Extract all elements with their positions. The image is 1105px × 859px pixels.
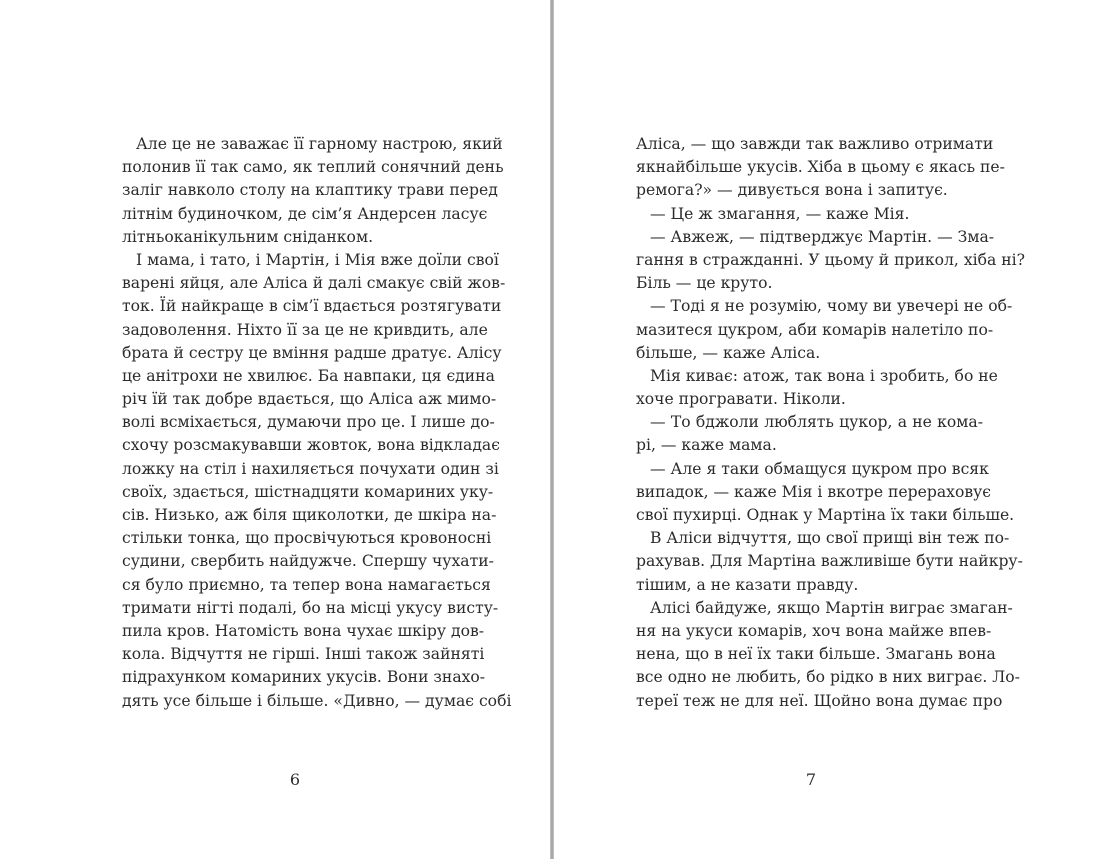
text-line: хоче програвати. Ніколи. [636,390,846,409]
text-line: заліг навколо столу на клаптику трави перед [122,181,498,200]
text-line: І мама, і тато, і Мартін, і Мія вже доїли свої [136,250,499,269]
text-line: ся було приємно, та тепер вона намагається [122,575,491,594]
text-line: Але це не заважає її гарному настрою, який [136,135,503,153]
text-line: судини, свербить найдужче. Спершу чухати- [122,552,494,571]
text-line: — Тоді я не розумію, чому ви увечері не об- [650,297,1013,316]
text-line: ремога?» — дивується вона і запитує. [636,181,948,200]
text-line: Біль — це круто. [636,274,773,293]
text-line: задоволення. Ніхто її за це не кривдить, але [122,320,488,339]
text-line: це анітрохи не хвилює. Ба навпаки, ця єдина [122,366,495,385]
left-page [0,0,550,859]
text-line: літньоканікульним сніданком. [122,227,374,246]
right-page [554,0,1105,859]
right-page-number: 7 [805,770,817,789]
text-line: літнім будиночком, де сім’я Андерсен ласує [122,204,488,223]
text-line: тримати нігті подалі, бо на місці укусу висту- [122,598,499,617]
text-line: сів. Низько, аж біля щиколотки, де шкіра на- [122,506,497,524]
text-line: рахував. Для Мартіна важливіше бути найкру- [636,552,1023,571]
text-line: більше, — каже Аліса. [636,343,821,362]
text-line: — То бджоли люблять цукор, а не комa- [650,413,983,432]
text-line: річ їй так добре вдається, що Аліса аж мимо- [122,390,497,409]
text-line: Мія киває: атож, так вона і зробить, бо не [650,366,998,385]
text-line: — Авжеж, — підтверджує Мартін. — Зма- [650,227,995,246]
text-line: — Це ж змагання, — каже Мія. [650,204,910,223]
text-line: — Але я таки обмащуся цукром про всяк [650,459,989,478]
text-line: все одно не любить, бо рідко в них виграє. Ло- [636,668,1020,687]
right-page-text [636,133,1025,713]
text-line: В Аліси відчуття, що свої прищі він теж по- [650,529,1010,548]
text-line: варені яйця, але Аліса й далі смакує свій жов- [122,274,506,293]
text-line: Аліса, — що завжди так важливо отримати [636,135,994,153]
text-line: дять усе більше і більше. «Дивно, — думає собі [122,691,512,710]
text-line: свої пухирці. Однак у Мартіна їх таки більше. [636,506,1015,524]
text-line: рі, — каже мама. [636,436,777,455]
text-line: схочу розсмакувавши жовток, вона відкладає [122,436,500,455]
text-line: стільки тонка, що просвічуються кровоносні [122,529,492,548]
text-line: кола. Відчуття не гірші. Інші також зайняті [122,645,485,664]
text-line: Алісі байдуже, якщо Мартін виграє змаган- [650,598,1013,617]
text-line: ток. Їй найкраще в сім’ї вдається розтягувати [122,297,502,316]
left-page-text [122,133,512,713]
text-line: нена, що в неї їх таки більше. Змагань вона [636,645,996,664]
text-line: мазитеся цукром, аби комарів налетіло по- [636,320,994,339]
text-line: випадок, — каже Мія і вкотре перераховує [636,482,992,501]
text-line: ложку на стіл і нахиляється почухати один зі [122,459,499,478]
text-line: пила кров. Натомість вона чухає шкіру дов- [122,621,485,640]
text-line: тішим, а не казати правду. [636,575,859,594]
text-line: волі всміхається, думаючи про це. І лише до- [122,413,495,432]
text-line: ня на укуси комарів, хоч вона майже впев- [636,621,992,640]
text-line: тереї теж не для неї. Щойно вона думає про [636,691,1003,710]
text-line: брата й сестру це вміння радше дратує. Алісу [122,343,502,362]
left-page-number: 6 [289,770,301,789]
text-line: гання в стражданні. У цьому й прикол, хіба ні? [636,250,1025,269]
text-line: полонив її так само, як теплий сонячний день [122,158,504,177]
text-line: якнайбільше укусів. Хіба в цьому є якась пе- [636,158,1005,177]
text-line: своїх, здається, шістнадцяти комариних уку- [122,482,494,501]
text-line: підрахунком комариних укусів. Вони знахо- [122,668,486,687]
